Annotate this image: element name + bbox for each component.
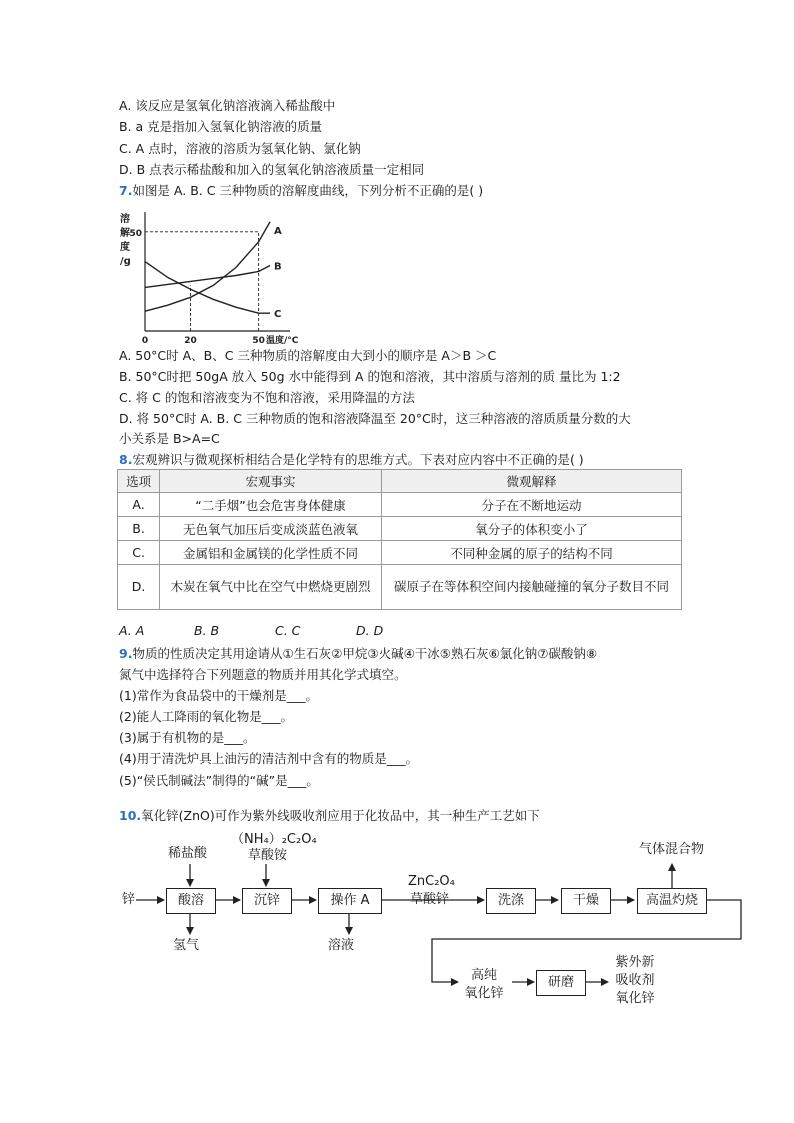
q10-stem: 10.氧化锌(ZnO)可作为紫外线吸收剂应用于化妆品中，其一种生产工艺如下 — [119, 808, 540, 823]
series-label-a: A — [274, 225, 282, 237]
row-c-micro: 不同种金属的原子的结构不同 — [381, 541, 681, 565]
q8-answer-b: B. B — [194, 623, 220, 638]
q6-option-a: A. 该反应是氢氧化钠溶液滴入稀盐酸中 — [119, 98, 336, 113]
row-b-micro: 氧分子的体积变小了 — [381, 517, 681, 541]
q9-item-2: (2)能人工降雨的氧化物是___。 — [119, 709, 293, 724]
row-b-macro: 无色氧气加压后变成淡蓝色液氧 — [160, 517, 382, 541]
q6-option-c: C. A 点时，溶液的溶质为氢氧化钠、氯化钠 — [119, 141, 361, 156]
q7-option-d: D. 将 50°C时 A. B. C 三种物质的饱和溶液降温至 20°C时，这三种溶液的溶质质量分数的大 — [119, 411, 631, 426]
x-tick-label: 50 — [252, 336, 265, 346]
row-a-option: A. — [118, 493, 160, 517]
row-d-option: D. — [118, 565, 160, 610]
q9-stem-cont: 氮气中选择符合下列题意的物质并用其化学式填空。 — [119, 667, 407, 682]
y-axis-label-part: /g — [120, 256, 131, 267]
q7-option-d-cont: 小关系是 B>A=C — [119, 431, 220, 446]
q7-option-a: A. 50°C时 A、B、C 三种物质的溶解度由大到小的顺序是 A＞B ＞C — [119, 348, 497, 363]
y-tick-label: 50 — [129, 228, 142, 239]
step-calcine: 高温灼烧 — [637, 888, 707, 914]
q7-stem: 7.如图是 A. B. C 三种物质的溶解度曲线，下列分析不正确的是( ) — [119, 183, 484, 198]
pure-zno-label-2: 氧化锌 — [464, 986, 504, 1001]
q7-option-b: B. 50°C时把 50gA 放入 50g 水中能得到 A 的饱和溶液，其中溶质与溶剂的质 量比为 1:2 — [119, 369, 621, 384]
q8-answer-c: C. C — [275, 623, 301, 638]
q8-stem: 8.宏观辨识与微观探析相结合是化学特有的思维方式。下表对应内容中不正确的是( ) — [119, 452, 584, 467]
y-axis-label-part: 度 — [120, 242, 130, 253]
header-micro: 微观解释 — [381, 470, 681, 493]
row-d-micro: 碳原子在等体积空间内接触碰撞的氧分子数目不同 — [381, 565, 681, 610]
q9-item-4: (4)用于清洗炉具上油污的清洁剂中含有的物质是___。 — [119, 751, 418, 766]
row-c-macro: 金属铝和金属镁的化学性质不同 — [160, 541, 382, 565]
series-label-b: B — [274, 261, 282, 273]
row-d-macro: 木炭在氧气中比在空气中燃烧更剧烈 — [160, 565, 382, 610]
q9-item-3: (3)属于有机物的是___。 — [119, 730, 256, 745]
step-operation-a: 操作 A — [318, 888, 382, 914]
step-acid-dissolve: 酸溶 — [166, 888, 216, 914]
row-a-micro: 分子在不断地运动 — [381, 493, 681, 517]
q6-option-b: B. a 克是指加入氢氧化钠溶液的质量 — [119, 119, 323, 134]
pure-zno-label-1: 高纯 — [470, 968, 497, 983]
y-axis-label-part: 溶 — [120, 214, 130, 225]
step-grind: 研磨 — [536, 970, 586, 996]
step-zinc-precipitation: 沉锌 — [242, 888, 292, 914]
row-c-option: C. — [118, 541, 160, 565]
reagent-formula-label: （NH₄）₂C₂O₄ — [231, 832, 317, 847]
header-macro: 宏观事实 — [160, 470, 382, 493]
product-name-label: 草酸锌 — [410, 892, 450, 907]
solution-label: 溶液 — [328, 938, 355, 953]
reagent-name-label: 草酸铵 — [248, 848, 288, 863]
hydrogen-label: 氢气 — [173, 938, 200, 953]
x-axis-label: 温度/°C — [266, 336, 299, 346]
q8-answer-a: A. A — [119, 623, 145, 638]
series-label-c: C — [274, 309, 282, 321]
zinc-label: 锌 — [122, 892, 136, 907]
product-formula-label: ZnC₂O₄ — [408, 874, 455, 889]
new-absorber-label-1: 紫外新 — [615, 955, 655, 970]
x-tick-label: 20 — [184, 336, 197, 346]
q9-stem: 9.物质的性质决定其用途请从①生石灰②甲烷③火碱④干冰⑤熟石灰⑥氯化钠⑦碳酸钠⑧ — [119, 646, 598, 661]
new-absorber-label-3: 氧化锌 — [615, 991, 655, 1006]
hcl-label: 稀盐酸 — [168, 846, 208, 861]
q9-item-1: (1)常作为食品袋中的干燥剂是___。 — [119, 688, 318, 703]
gas-mixture-label: 气体混合物 — [639, 842, 705, 857]
header-option: 选项 — [118, 470, 160, 493]
step-dry: 干燥 — [561, 888, 611, 914]
x-tick-label: 0 — [141, 336, 149, 346]
y-axis-label-part: 解 — [120, 228, 130, 239]
new-absorber-label-2: 吸收剂 — [615, 973, 655, 988]
row-a-macro: “二手烟”也会危害身体健康 — [160, 493, 382, 517]
q8-answer-d: D. D — [356, 623, 384, 638]
step-wash: 洗涤 — [486, 888, 536, 914]
q9-item-5: (5)“侯氏制碱法”制得的“碱”是___。 — [119, 773, 319, 788]
q7-option-c: C. 将 C 的饱和溶液变为不饱和溶液，采用降温的方法 — [119, 390, 415, 405]
q6-option-d: D. B 点表示稀盐酸和加入的氢氧化钠溶液质量一定相同 — [119, 162, 425, 177]
row-b-option: B. — [118, 517, 160, 541]
